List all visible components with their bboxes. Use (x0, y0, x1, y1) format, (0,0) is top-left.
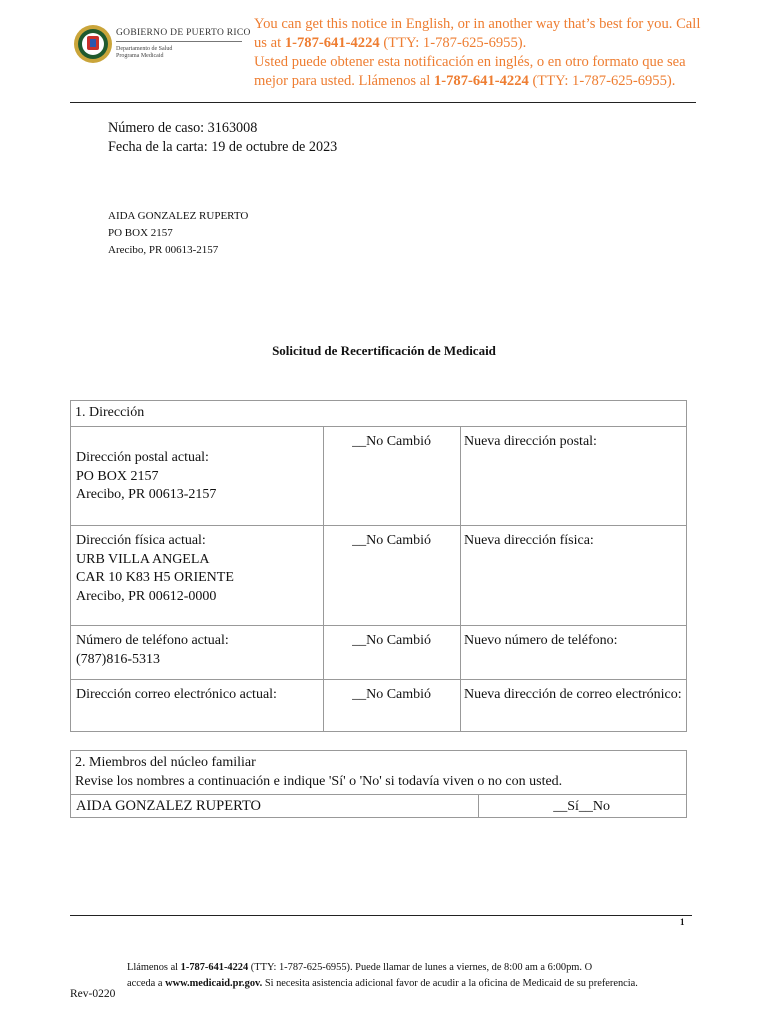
physical-address-line-2: CAR 10 K83 H5 ORIENTE (76, 570, 234, 585)
document-title: Solicitud de Recertificación de Medicaid (272, 343, 496, 358)
email-no-change-field[interactable]: __No Cambió (324, 680, 461, 732)
member-si-no-field[interactable]: __Sí__No (479, 795, 687, 818)
phone-label: Número de teléfono actual: (76, 633, 229, 648)
new-physical-address-field[interactable]: Nueva dirección física: (460, 526, 686, 626)
footer-assist-text: Si necesita asistencia adicional favor de acudir a la oficina de Medicaid de su preferencia. (262, 978, 638, 989)
phone-no-change-field[interactable]: __No Cambió (324, 626, 461, 680)
recipient-name: AIDA GONZALEZ RUPERTO (108, 210, 249, 222)
table-row (71, 680, 687, 732)
header-divider (70, 102, 696, 103)
postal-address-line-1: PO BOX 2157 (76, 468, 159, 484)
member-name: AIDA GONZALEZ RUPERTO (71, 795, 479, 818)
section-2-title: 2. Miembros del núcleo familiar (75, 755, 256, 770)
notice-en-tty: (TTY: 1-787-625-6955). (379, 35, 527, 51)
footer-website-link[interactable]: www.medicaid.pr.gov. (165, 978, 263, 989)
section-1-header: 1. Dirección (71, 401, 687, 427)
new-postal-address-field[interactable]: Nueva dirección postal: (460, 427, 686, 526)
physical-no-change-field[interactable]: __No Cambió (324, 526, 461, 626)
physical-address-line-1: URB VILLA ANGELA (76, 551, 210, 567)
footer-phone: 1-787-641-4224 (180, 962, 249, 973)
footer-call-text: Llámenos al (127, 962, 181, 973)
program-name: Programa Medicaid (116, 53, 164, 59)
footer-access-text: acceda a (127, 978, 166, 989)
notice-en-text: You can get this notice in English, or in another way that’s best for you. Call us at (254, 16, 701, 51)
case-info (108, 119, 337, 157)
footer-contact (127, 960, 638, 992)
section-2-instructions: Revise los nombres a continuación e indique 'Sí' o 'No' si todavía viven o no con usted. (75, 774, 563, 789)
page-number: 1 (680, 917, 685, 927)
household-table (70, 750, 687, 818)
recipient-address (108, 208, 248, 259)
phone-value: (787)816-5313 (76, 651, 160, 667)
section-2-header (71, 751, 687, 795)
phone-cell (71, 626, 324, 680)
revision-code: Rev-0220 (70, 988, 116, 1000)
physical-address-line-3: Arecibo, PR 00612-0000 (76, 588, 217, 604)
email-cell (71, 680, 324, 732)
footer-divider (70, 915, 692, 916)
address-table (70, 400, 687, 732)
recipient-line-1: PO BOX 2157 (108, 227, 173, 239)
table-row (71, 427, 687, 526)
new-phone-field[interactable]: Nuevo número de teléfono: (460, 626, 686, 680)
footer-hours-text: (TTY: 1-787-625-6955). Puede llamar de lunes a viernes, de 8:00 am a 6:00pm. O (248, 962, 593, 973)
notice-es-tty: (TTY: 1-787-625-6955). (528, 73, 676, 89)
letter-date: Fecha de la carta: 19 de octubre de 2023 (108, 139, 338, 155)
department-name: Departamento de Salud (116, 46, 173, 52)
table-row (71, 795, 687, 818)
branding-divider (116, 41, 242, 42)
new-email-field[interactable]: Nueva dirección de correo electrónico: (460, 680, 686, 732)
postal-address-label: Dirección postal actual: (76, 450, 209, 465)
email-label: Dirección correo electrónico actual: (76, 687, 277, 702)
notice-es-text: Usted puede obtener esta notificación en inglés, o en otro formato que sea mejor para usted. Llámenos al (254, 54, 686, 89)
language-notice (254, 15, 702, 91)
table-row (71, 526, 687, 626)
recipient-line-2: Arecibo, PR 00613-2157 (108, 244, 219, 256)
notice-en-phone: 1-787-641-4224 (284, 35, 380, 51)
puerto-rico-seal-logo (73, 24, 113, 64)
case-number: Número de caso: 3163008 (108, 120, 258, 136)
notice-es-phone: 1-787-641-4224 (433, 73, 529, 89)
postal-address-cell (71, 427, 324, 526)
government-branding (116, 28, 256, 60)
physical-address-cell (71, 526, 324, 626)
table-row (71, 626, 687, 680)
physical-address-label: Dirección física actual: (76, 533, 206, 548)
postal-address-line-2: Arecibo, PR 00613-2157 (76, 487, 217, 502)
government-name: GOBIERNO DE PUERTO RICO (116, 28, 251, 38)
postal-no-change-field[interactable]: __No Cambió (324, 427, 461, 526)
